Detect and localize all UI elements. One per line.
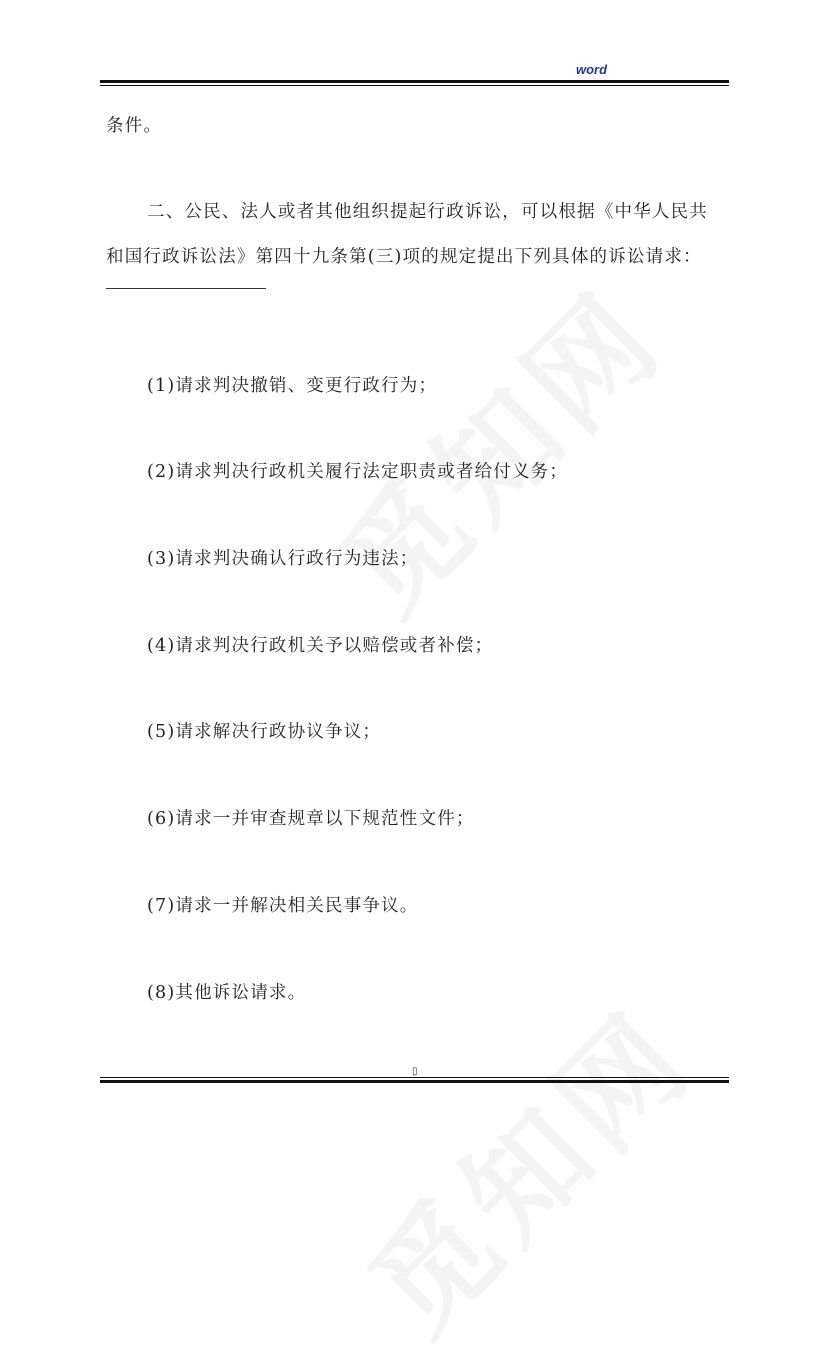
list-item: (5)请求解决行政协议争议；	[147, 722, 382, 742]
list-item: (4)请求判决行政机关予以赔偿或者补偿；	[147, 636, 494, 656]
list-item: (7)请求一并解决相关民事争议。	[147, 896, 419, 916]
header-label: word	[576, 62, 608, 77]
paragraph-line-1: 二、公民、法人或者其他组织提起行政诉讼，可以根据《中华人民共	[147, 202, 708, 222]
watermark	[296, 247, 693, 644]
header-rule-thick	[100, 80, 729, 83]
header-rule-thin	[100, 85, 729, 86]
paragraph-line-2: 和国行政诉讼法》第四十九条第(三)项的规定提出下列具体的诉讼请求：	[106, 247, 702, 267]
text-line-continuation: 条件。	[106, 116, 163, 136]
footer-rule-thin	[100, 1077, 729, 1078]
list-item: (1)请求判决撤销、变更行政行为；	[147, 376, 438, 396]
list-item: (8)其他诉讼请求。	[147, 983, 307, 1003]
list-item: (2)请求判决行政机关履行法定职责或者给付义务；	[147, 462, 569, 482]
watermark-bottom	[326, 967, 723, 1364]
list-item: (3)请求判决确认行政行为违法；	[147, 549, 419, 569]
list-item: (6)请求一并审查规章以下规范性文件；	[147, 809, 475, 829]
footer-rule-thick	[100, 1080, 729, 1083]
blank-fill-line	[106, 288, 266, 289]
footer-page-mark: ▯	[412, 1066, 418, 1077]
